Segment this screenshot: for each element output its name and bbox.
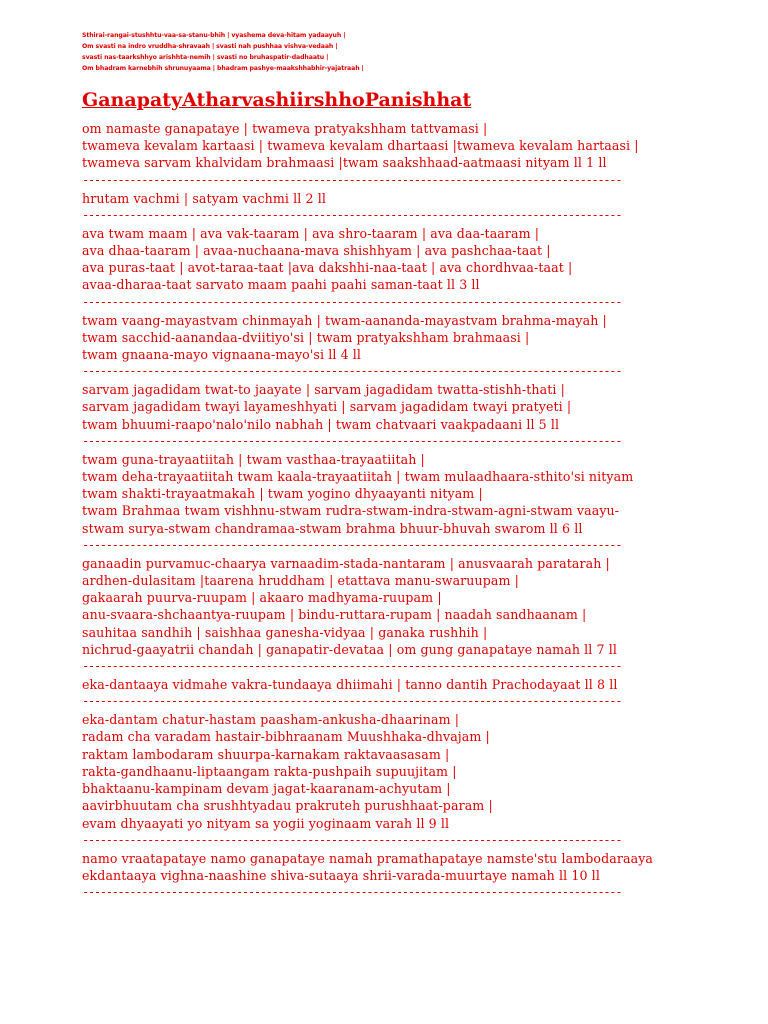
verse-line: sarvam jagadidam twayi layameshhyati | sarvam jagadidam twayi pratyeti | xyxy=(82,399,572,415)
document-page xyxy=(82,30,746,902)
header-line: svasti nas-taarkshhyo arishhta-nemih | svasti no bruhaspatir-dadhaatu | xyxy=(82,54,329,61)
verse-4 xyxy=(82,312,746,364)
verse-line: evam dhyaayati yo nityam sa yogii yoginaam varah ll 9 ll xyxy=(82,815,450,831)
verse-9 xyxy=(82,711,746,831)
header-line: Om svasti na indro vruddha-shravaah | svasti nah pushhaa vishva-vedaah | xyxy=(82,43,338,50)
verse-3 xyxy=(82,225,746,294)
verse-10 xyxy=(82,850,746,884)
header-line: Om bhadram karnebhih shrunuyaama | bhadram pashye-maakshhabhir-yajatraah | xyxy=(82,65,364,72)
verse-line: aavirbhuutam cha srushhtyadau prakruteh purushhaat-param | xyxy=(82,798,493,814)
verse-line: namo vraatapataye namo ganapataye namah pramathapataye namste'stu lambodaraaya xyxy=(82,850,654,866)
verse-2 xyxy=(82,190,746,207)
separator: ------------------------------------------------------------------------------------------- xyxy=(82,365,622,379)
verse-line: twam sacchid-aanandaa-dviitiyo'si | twam pratyakshham brahmaasi | xyxy=(82,329,530,345)
verse-1 xyxy=(82,120,746,172)
separator: ------------------------------------------------------------------------------------------- xyxy=(82,434,622,448)
verse-line: radam cha varadam hastair-bibhraanam Muushhaka-dhvajam | xyxy=(82,729,490,745)
verse-line: nichrud-gaayatrii chandah | ganapatir-devataa | om gung ganapataye namah ll 7 ll xyxy=(82,641,617,657)
verse-line: raktam lambodaram shuurpa-karnakam raktavaasasam | xyxy=(82,746,450,762)
verse-line: bhaktaanu-kampinam devam jagat-kaaranam-achyutam | xyxy=(82,781,451,797)
verse-line: ganaadin purvamuc-chaarya varnaadim-stada-nantaram | anusvaarah paratarah | xyxy=(82,555,610,571)
document-title: GanapatyAtharvashiirshhoPanishhat xyxy=(82,89,472,111)
verse-line: anu-svaara-shchaantya-ruupam | bindu-ruttara-rupam | naadah sandhaanam | xyxy=(82,607,587,623)
separator: ------------------------------------------------------------------------------------------- xyxy=(82,173,622,187)
verse-line: twam deha-trayaatiitah twam kaala-trayaatiitah | twam mulaadhaara-sthito'si nityam xyxy=(82,469,634,485)
verse-line: sauhitaa sandhih | saishhaa ganesha-vidyaa | ganaka rushhih | xyxy=(82,624,488,640)
verse-line: sarvam jagadidam twat-to jaayate | sarvam jagadidam twatta-stishh-thati | xyxy=(82,382,565,398)
shanti-mantra-header xyxy=(82,30,746,74)
verse-line: ava twam maam | ava vak-taaram | ava shro-taaram | ava daa-taaram | xyxy=(82,225,540,241)
verse-line: twam bhuumi-raapo'nalo'nilo nabhah | twam chatvaari vaakpadaani ll 5 ll xyxy=(82,416,560,432)
verse-6 xyxy=(82,451,746,537)
verse-line: gakaarah puurva-ruupam | akaaro madhyama-ruupam | xyxy=(82,590,442,606)
separator: ------------------------------------------------------------------------------------------- xyxy=(82,695,622,709)
verse-line: twam gnaana-mayo vignaana-mayo'si ll 4 ll xyxy=(82,347,362,363)
verse-line: ava puras-taat | avot-taraa-taat |ava dakshhi-naa-taat | ava chordhvaa-taat | xyxy=(82,260,573,276)
verse-line: avaa-dharaa-taat sarvato maam paahi paahi saman-taat ll 3 ll xyxy=(82,277,480,293)
separator: ------------------------------------------------------------------------------------------- xyxy=(82,886,622,900)
verse-line: rakta-gandhaanu-liptaangam rakta-pushpaih supuujitam | xyxy=(82,763,457,779)
separator: ------------------------------------------------------------------------------------------- xyxy=(82,295,622,309)
verse-line: ekdantaaya vighna-naashine shiva-sutaaya shrii-varada-muurtaye namah ll 10 ll xyxy=(82,867,600,883)
verse-line: ardhen-dulasitam |taarena hruddham | etattava manu-swaruupam | xyxy=(82,573,519,589)
verse-line: eka-dantam chatur-hastam paasham-ankusha-dhaarinam | xyxy=(82,712,460,728)
verse-5 xyxy=(82,381,746,433)
verse-line: twameva sarvam khalvidam brahmaasi |twam saakshhaad-aatmaasi nityam ll 1 ll xyxy=(82,155,607,171)
separator: ------------------------------------------------------------------------------------------- xyxy=(82,660,622,674)
separator: ------------------------------------------------------------------------------------------- xyxy=(82,208,622,222)
verse-line: twam shakti-trayaatmakah | twam yogino dhyaayanti nityam | xyxy=(82,486,483,502)
header-line: Sthirai-rangai-stushhtu-vaa-sa-stanu-bhih | vyashema deva-hitam yadaayuh | xyxy=(82,32,346,39)
verse-line: twam guna-trayaatiitah | twam vasthaa-trayaatiitah | xyxy=(82,451,425,467)
verse-8 xyxy=(82,676,746,693)
verse-line: om namaste ganapataye | twameva pratyakshham tattvamasi | xyxy=(82,121,488,136)
verse-line: twameva kevalam kartaasi | twameva kevalam dhartaasi |twameva kevalam hartaasi | xyxy=(82,138,639,154)
verse-line: eka-dantaaya vidmahe vakra-tundaaya dhiimahi | tanno dantih Prachodayaat ll 8 ll xyxy=(82,677,618,693)
verse-line: ava dhaa-taaram | avaa-nuchaana-mava shishhyam | ava pashchaa-taat | xyxy=(82,243,551,259)
separator: ------------------------------------------------------------------------------------------- xyxy=(82,538,622,552)
verse-line: stwam surya-stwam chandramaa-stwam brahma bhuur-bhuvah swarom ll 6 ll xyxy=(82,520,583,536)
verse-line: twam Brahmaa twam vishhnu-stwam rudra-stwam-indra-stwam-agni-stwam vaayu- xyxy=(82,503,620,519)
verse-7 xyxy=(82,555,746,658)
verse-line: twam vaang-mayastvam chinmayah | twam-aananda-mayastvam brahma-mayah | xyxy=(82,312,607,328)
verse-line: hrutam vachmi | satyam vachmi ll 2 ll xyxy=(82,190,326,206)
separator: ------------------------------------------------------------------------------------------- xyxy=(82,833,622,847)
